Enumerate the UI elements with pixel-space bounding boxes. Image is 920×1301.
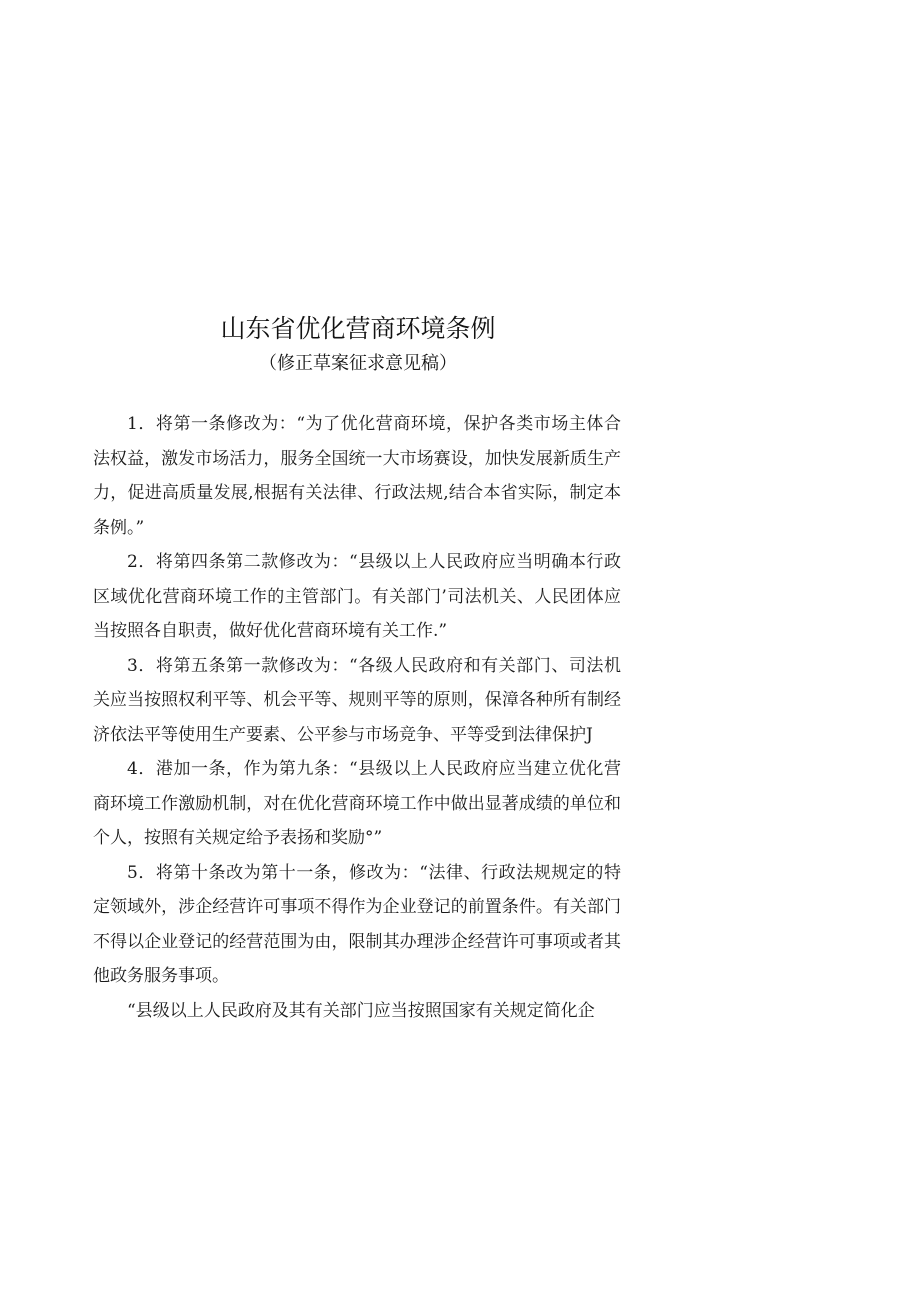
- document-title: 山东省优化营商环境条例: [220, 314, 496, 343]
- paragraph-6: “县级以上人民政府及其有关部门应当按照国家有关规定简化企: [127, 1000, 595, 1021]
- paragraph-5: 5．将第十条改为第十一条，修改为：“法律、行政法规规定的特定领域外，涉企经营许可事项不得作为企业登记的前置条件。有关部门不得以企业登记的经营范围为由，限制其办理涉企经营许可事项或者其他政务服务事项。: [93, 862, 621, 986]
- paragraph-4: 4．港加一条，作为第九条：“县级以上人民政府应当建立优化营商环境工作激励机制，对在优化营商环境工作中做出显著成绩的单位和个人，按照有关规定给予表扬和奖励°”: [93, 759, 621, 848]
- paragraph-2: 2．将第四条第二款修改为：“县级以上人民政府应当明确本行政区域优化营商环境工作的主管部门。有关部门’司法机关、人民团体应当按照各自职责，做好优化营商环境有关工作.”: [93, 552, 621, 641]
- document-subtitle: （修正草案征求意见稿）: [259, 353, 457, 374]
- paragraph-1: 1．将第一条修改为：“为了优化营商环境，保护各类市场主体合法权益，激发市场活力，服务全国统一大市场赛设，加快发展新质生产力，促进高质量发展,根据有关法律、行政法规,结合本省实际，制定本条例。”: [93, 414, 621, 538]
- paragraph-3: 3．将第五条第一款修改为：“各级人民政府和有关部门、司法机关应当按照权利平等、机会平等、规则平等的原则，保漳各种所有制经济依法平等使用生产要素、公平参与市场竞争、平等受到法律保护J: [93, 655, 621, 745]
- document-body: [93, 407, 621, 1028]
